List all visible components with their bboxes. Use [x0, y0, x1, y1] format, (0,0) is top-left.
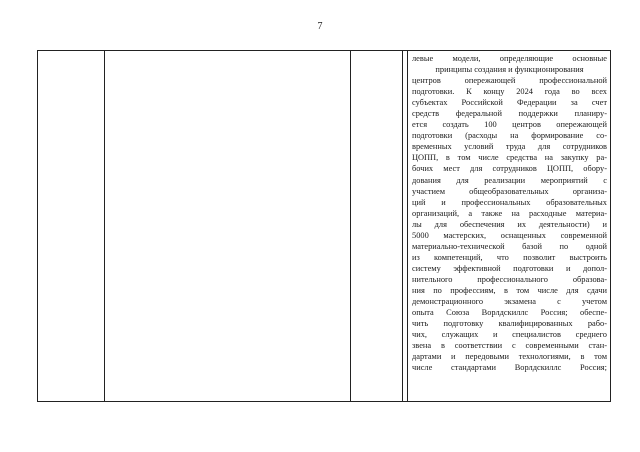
- document-table: [37, 50, 611, 402]
- text-line: субъектах Российской Федерации за счет: [412, 98, 607, 108]
- table-row: [38, 51, 611, 402]
- text-line: дования для реализации мероприятий с: [412, 175, 607, 185]
- text-line: подготовки (расходы на формирование со-: [412, 131, 607, 141]
- text-line: ций и профессиональных образовательных: [412, 197, 607, 207]
- table-cell-col2: [105, 51, 351, 402]
- text-line: нительного профессионального образова-: [412, 274, 607, 284]
- text-line: участием общеобразовательных организа-: [412, 186, 607, 196]
- page-number: 7: [317, 21, 323, 32]
- table-cell-col3: [351, 51, 403, 402]
- text-line: средств федеральной поддержки планиру-: [412, 109, 607, 119]
- text-line: ЦОПП, в том числе средства на закупку ра-: [412, 153, 607, 163]
- text-line: демонстрационного экзамена с учетом: [412, 297, 607, 307]
- text-line: центров опережающей профессиональной: [412, 76, 607, 86]
- text-line: ния по профессиям, в том числе для сдачи: [412, 285, 607, 295]
- text-line: систему эффективной подготовки и допол-: [412, 263, 607, 273]
- text-line: числе стандартами Ворлдскиллс Россия;: [412, 363, 607, 373]
- text-line: ется создать 100 центров опережающей: [412, 120, 607, 130]
- table-cell-col1: [38, 51, 105, 402]
- text-line: чить подготовку квалифицированных рабо-: [412, 319, 607, 329]
- text-line: подготовки. К концу 2024 года во всех: [412, 87, 607, 97]
- text-line: звена в соответствии с современными стан-: [412, 341, 607, 351]
- text-line: принципы создания и функционирования: [435, 65, 584, 75]
- text-line: лы для обеспечения их деятельности) и: [412, 219, 607, 229]
- text-line: материально-технической базой по одной: [412, 241, 607, 251]
- text-line: левые модели, определяющие основные: [412, 54, 607, 63]
- text-line: чих, служащих и специалистов среднего: [412, 330, 607, 340]
- text-line: организаций, а также на расходные материа-: [412, 208, 607, 218]
- text-line: дартами и передовыми технологиями, в том: [412, 352, 607, 362]
- text-line: бочих мест для сотрудников ЦОПП, обору-: [412, 164, 607, 174]
- text-line: 5000 мастерских, оснащенных современной: [412, 230, 607, 240]
- cell-text-block: [408, 51, 610, 373]
- text-line: временных условий труда для сотрудников: [412, 142, 607, 152]
- text-line: опыта Союза Ворлдскиллс Россия; обеспе-: [412, 308, 607, 318]
- text-line: из компетенций, что позволит выстроить: [412, 252, 607, 262]
- table-cell-text: [408, 51, 611, 402]
